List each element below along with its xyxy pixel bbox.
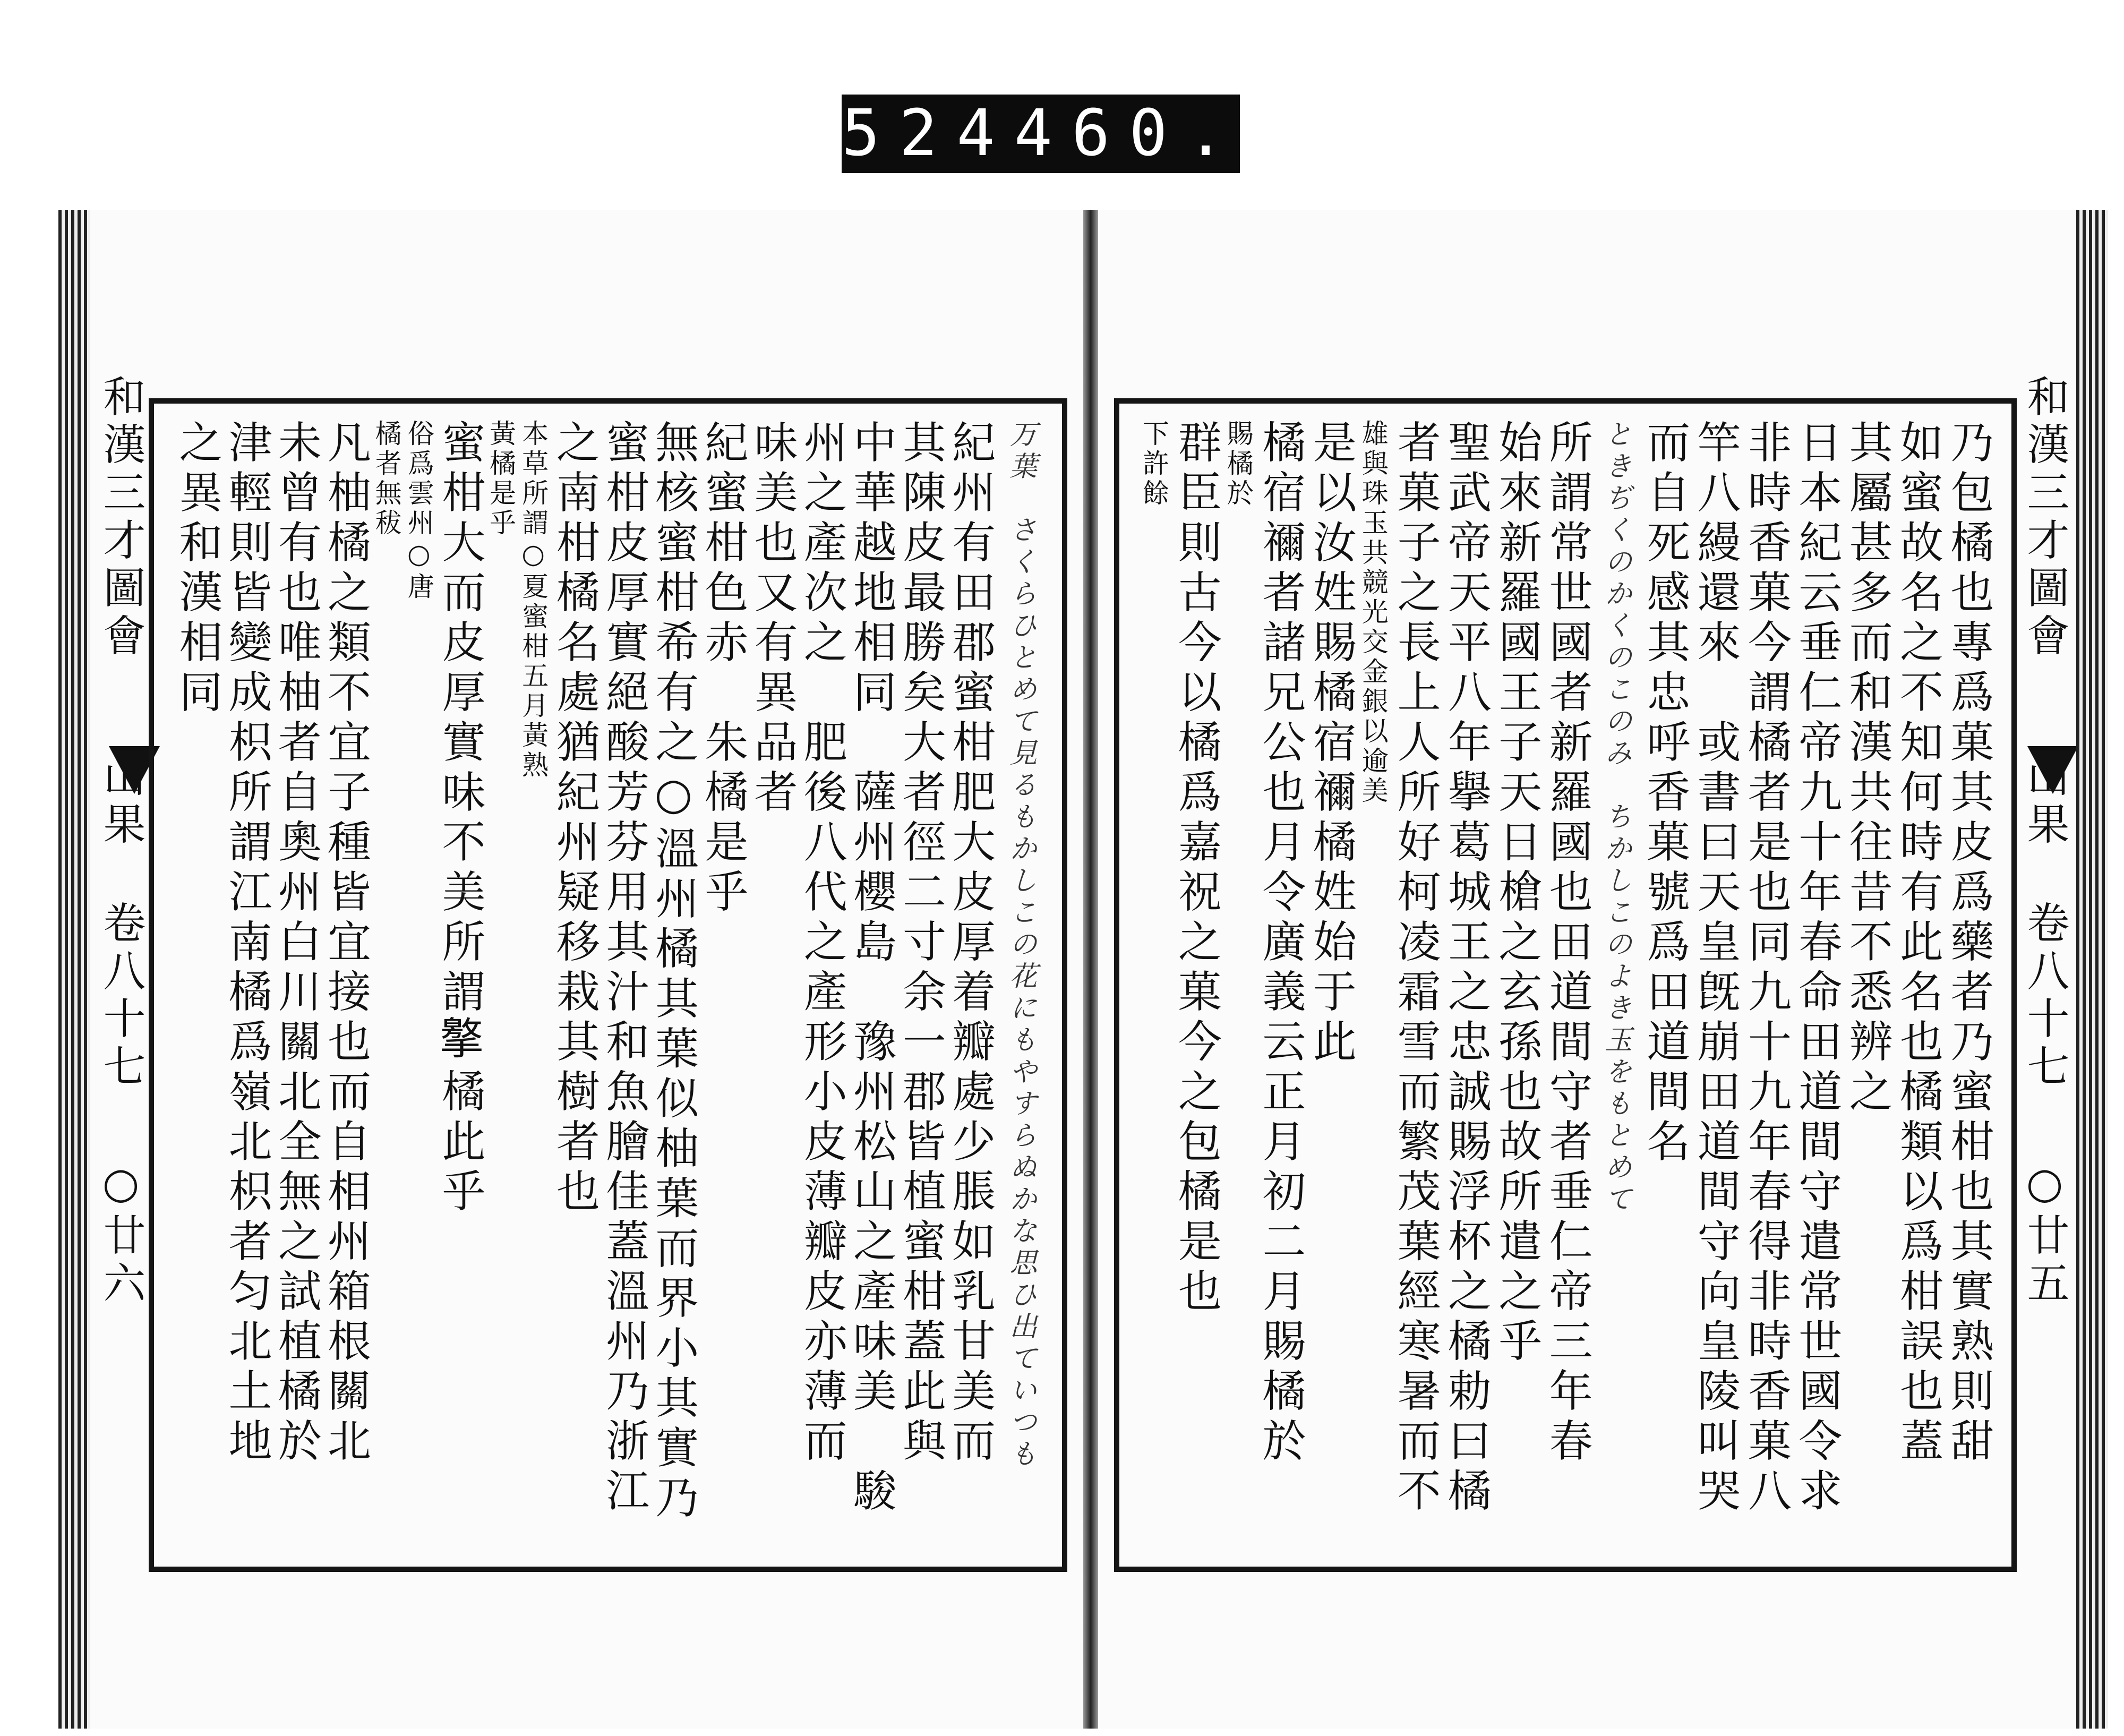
left-header-folio: ○廿六 (96, 1158, 145, 1309)
right-header-title: 和漢三才圖會 (2020, 374, 2069, 661)
right-col-8: 所謂常世國者新羅國也田道間守者垂仁帝三年春 (1542, 420, 1593, 1468)
right-col-5: 非時香菓今謂橘者是也同九十九年春得非時香菓八 (1741, 420, 1792, 1518)
right-col-6: 竿八縵還來 或書曰天皇旣崩田道間守向皇陵叫哭 (1690, 420, 1741, 1518)
left-note-3: 俗爲雲州○唐 (403, 420, 434, 602)
right-fishtail-mark (2027, 746, 2078, 794)
right-header-folio: ○廿五 (2020, 1158, 2069, 1309)
left-note-4: 橘者無秡 (371, 420, 402, 538)
left-col-10: 蜜柑大而皮厚實味不美所謂𢶡橘此乎 (434, 420, 485, 1218)
left-page-edge (58, 210, 90, 1729)
left-note-1: 本草所謂○夏蜜柑五月黃熟 (518, 420, 549, 781)
right-col-13: 橘宿禰者諸兄公也月令廣義云正月初二月賜橘於 (1255, 420, 1306, 1468)
right-col-11: 者菓子之長上人所好柯凌霜雪而繁茂葉經寒暑而不 (1390, 420, 1441, 1518)
book-spread (58, 210, 2108, 1729)
right-note-2: 賜橘於 (1222, 420, 1254, 509)
left-col-11: 凡柚橘之類不宜子種皆宜接也而自相州箱根關北 (320, 420, 371, 1468)
left-handwritten-note: 万葉 さくらひとめて見るもかしこの花にもやすらぬかな思ひ出ていつも (1004, 420, 1037, 1471)
stamp-right-number: 460. (1014, 97, 1244, 170)
left-header-title: 和漢三才圖會 (96, 374, 145, 661)
right-col-1: 乃包橘也專爲菓其皮爲藥者乃蜜柑也其實熟則甜 (1943, 420, 1994, 1468)
right-col-7: 而自死感其忠呼香菓號爲田道間名 (1639, 420, 1690, 1168)
right-col-2: 如蜜故名之不知何時有此名也橘類以爲柑誤也蓋 (1892, 420, 1943, 1468)
left-col-9: 之南柑橘名處猶紀州疑移栽其樹者也 (549, 420, 600, 1218)
left-col-4: 州之產次之 肥後八代之產形小皮薄瓣皮亦薄而 (796, 420, 847, 1468)
right-col-12: 是以汝姓賜橘宿禰橘姓始于此 (1306, 420, 1357, 1068)
stamp-left-number: 524 (842, 97, 1014, 170)
left-text-panel (149, 398, 1067, 1572)
right-col-9: 始來新羅國王子天日槍之玄孫也故所遣之乎 (1491, 420, 1542, 1368)
left-col-2: 其陳皮最勝矣大者徑二寸余一郡皆植蜜柑蓋此與 (895, 420, 946, 1468)
right-page-edge (2076, 210, 2108, 1729)
left-col-12: 未曾有也唯柚者自奧州白川關北全無之試植橘於 (271, 420, 322, 1468)
right-col-3: 其屬甚多而和漢共往昔不悉辨之 (1842, 420, 1893, 1118)
left-col-8: 蜜柑皮厚實絕酸芳芬用其汁和魚膾佳蓋溫州乃浙江 (598, 420, 649, 1518)
left-col-13: 津輕則皆變成枳所謂江南橘爲嶺北枳者匀北土地 (221, 420, 272, 1468)
left-col-14: 之異和漢相同 (172, 420, 222, 719)
right-col-4: 日本紀云垂仁帝九十年春命田道間守遣常世國令求 (1791, 420, 1842, 1518)
left-col-6: 紀蜜柑色赤 朱橘是乎 (697, 420, 748, 919)
left-note-2: 黃橘是乎 (485, 420, 517, 538)
left-header-section: 山果 (96, 754, 145, 850)
left-col-3: 中華越地相同 薩州櫻島 豫州松山之產味美 駿 (846, 420, 897, 1518)
archive-stamp (842, 95, 1244, 173)
right-text-panel (1114, 398, 2017, 1572)
book-spine (1083, 210, 1098, 1729)
right-header-section: 山果 (2020, 754, 2069, 850)
right-page (1098, 210, 2108, 1729)
left-col-7: 無核蜜柑希有之○溫州橘其葉似柚葉而界小其實乃 (648, 420, 699, 1525)
left-header-volume: 卷八十七 (96, 900, 145, 1092)
right-col-14: 群臣則古今以橘爲嘉祝之菓今之包橘是也 (1171, 420, 1222, 1318)
right-header-volume: 卷八十七 (2020, 900, 2069, 1092)
right-note-1: 雄與珠玉共競光交金銀以逾美 (1357, 420, 1389, 806)
right-col-10: 聖武帝天平八年擧葛城王之忠誠賜浮杯之橘勅曰橘 (1441, 420, 1492, 1518)
right-handwritten-note: ときぢくのかくのこのみ ちかしこのよき玉をもとめて (1599, 420, 1632, 1216)
left-col-1: 紀州有田郡蜜柑肥大皮厚着瓣處少脹如乳甘美而 (945, 420, 996, 1468)
left-page (58, 210, 1083, 1729)
left-col-5: 味美也又有異品者 (747, 420, 798, 819)
right-note-3: 下許餘 (1138, 420, 1169, 509)
